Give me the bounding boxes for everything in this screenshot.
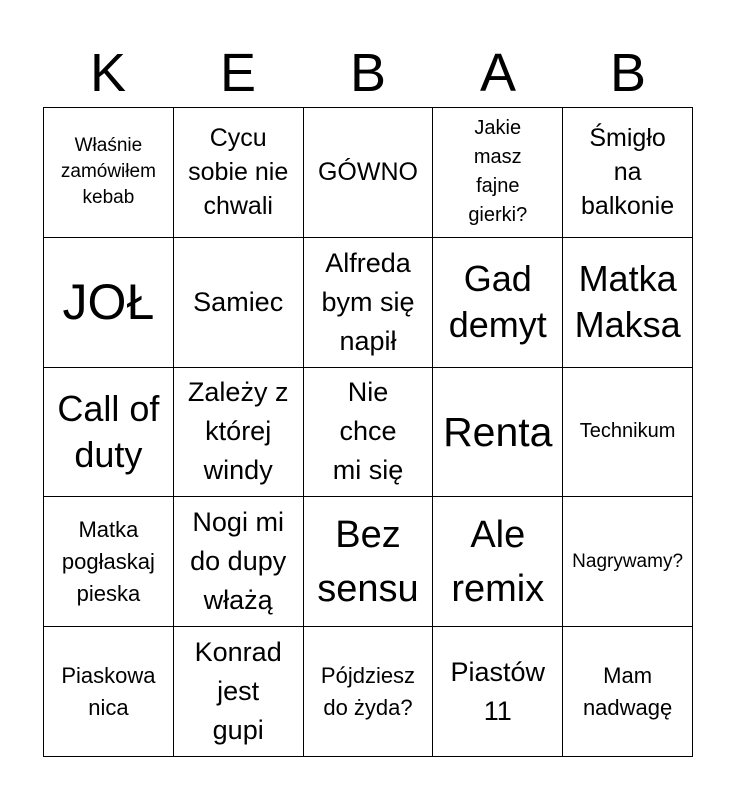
- header-letter-a: A: [479, 43, 517, 103]
- bingo-cell[interactable]: [433, 497, 563, 627]
- cell-text: Piaskowa nica: [61, 662, 156, 720]
- bingo-cell[interactable]: [44, 627, 174, 757]
- header-letter-b-2: B: [609, 43, 647, 103]
- cell-text: Właśnie zamówiłem kebab: [60, 135, 156, 209]
- cell-text: Matka pogłaskaj pieska: [61, 516, 155, 606]
- cell-text: Pójdziesz do żyda?: [320, 662, 416, 720]
- bingo-cell[interactable]: [563, 497, 693, 627]
- cell-text: Nogi mi do dupy włażą: [190, 507, 287, 616]
- bingo-cell[interactable]: [44, 368, 174, 498]
- bingo-header: [43, 40, 693, 106]
- cell-text: Technikum: [579, 420, 676, 443]
- bingo-cell[interactable]: [433, 368, 563, 498]
- bingo-cell[interactable]: [174, 497, 304, 627]
- bingo-grid: [43, 107, 693, 757]
- bingo-cell[interactable]: [563, 238, 693, 368]
- bingo-cell[interactable]: [174, 627, 304, 757]
- cell-text: GÓWNO: [317, 158, 418, 187]
- bingo-cell[interactable]: [44, 238, 174, 368]
- bingo-cell[interactable]: [433, 627, 563, 757]
- cell-text: Matka Maksa: [574, 258, 681, 346]
- bingo-cell[interactable]: [563, 368, 693, 498]
- cell-text: Cycu sobie nie chwali: [188, 124, 289, 221]
- cell-text: Zależy z której windy: [187, 377, 289, 486]
- header-letter-b: B: [349, 43, 387, 103]
- cell-text: Nie chce mi się: [332, 377, 404, 486]
- bingo-cell[interactable]: [304, 627, 434, 757]
- bingo-cell[interactable]: [563, 108, 693, 238]
- bingo-cell[interactable]: [44, 497, 174, 627]
- bingo-cell[interactable]: [304, 368, 434, 498]
- cell-text: Call of duty: [57, 387, 160, 475]
- header-letter-e: E: [219, 43, 257, 103]
- cell-text: Piastów 11: [450, 656, 546, 726]
- header-letter-k: K: [89, 43, 127, 103]
- bingo-cell[interactable]: [174, 238, 304, 368]
- bingo-cell[interactable]: [304, 497, 434, 627]
- cell-text: JOŁ: [62, 274, 155, 331]
- cell-text: Bez sensu: [317, 513, 419, 610]
- cell-text: Alfreda bym się napił: [321, 247, 415, 356]
- cell-text: Gad demyt: [448, 258, 547, 346]
- cell-text: Nagrywamy?: [572, 550, 684, 572]
- bingo-cell[interactable]: [563, 627, 693, 757]
- cell-text: Ale remix: [451, 513, 545, 610]
- bingo-cell[interactable]: [174, 108, 304, 238]
- cell-text: Renta: [443, 408, 553, 455]
- bingo-cell[interactable]: [44, 108, 174, 238]
- bingo-cell[interactable]: [433, 108, 563, 238]
- cell-text: Jakie masz fajne gierki?: [468, 117, 528, 227]
- cell-text: Śmigło na balkonie: [581, 124, 675, 221]
- bingo-cell[interactable]: [304, 108, 434, 238]
- cell-text: Mam nadwagę: [582, 662, 673, 720]
- cell-text: Samiec: [193, 286, 284, 317]
- bingo-cell[interactable]: [433, 238, 563, 368]
- bingo-cell[interactable]: [174, 368, 304, 498]
- cell-text: Konrad jest gupi: [194, 637, 282, 746]
- bingo-cell[interactable]: [304, 238, 434, 368]
